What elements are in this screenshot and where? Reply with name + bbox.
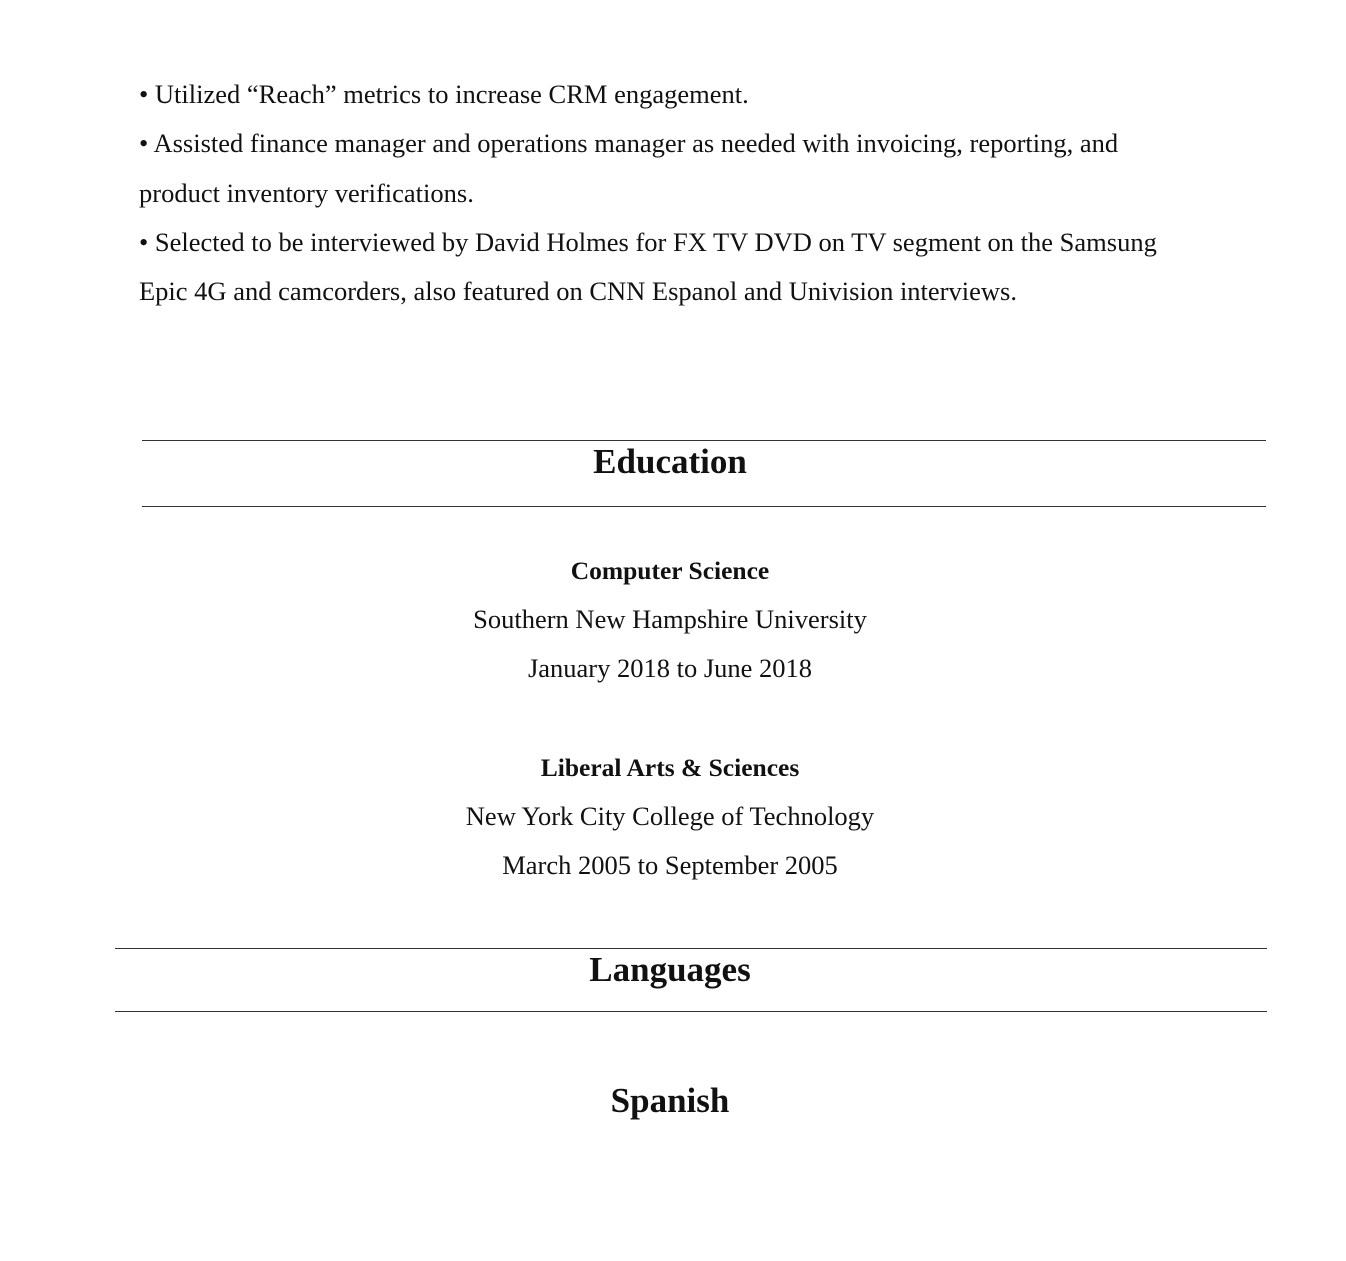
experience-bullet: • Utilized “Reach” metrics to increase CRM engagement. <box>139 79 749 109</box>
degree-title: Liberal Arts & Sciences <box>540 753 800 782</box>
education-entry <box>0 743 1340 890</box>
experience-bullet: • Selected to be interviewed by David Holmes for FX TV DVD on TV segment on the Samsung Epic 4G and camcorders, also featured on CNN Espanol and Univision interviews. <box>139 226 1157 307</box>
education-top-divider <box>142 440 1266 441</box>
degree-title: Computer Science <box>570 556 770 585</box>
education-heading: Education <box>593 442 747 481</box>
language-item: Spanish <box>610 1081 730 1120</box>
attendance-dates: January 2018 to June 2018 <box>527 653 813 683</box>
languages-top-divider <box>115 948 1267 949</box>
attendance-dates: March 2005 to September 2005 <box>502 850 838 880</box>
experience-bullet-list <box>139 70 1199 316</box>
languages-bottom-divider <box>115 1011 1267 1012</box>
languages-heading: Languages <box>589 950 751 989</box>
education-bottom-divider <box>142 506 1266 507</box>
education-entry <box>0 546 1340 693</box>
school-name: New York City College of Technology <box>465 801 875 831</box>
experience-bullet: • Assisted finance manager and operations manager as needed with invoicing, reporting, and product inventory verifications. <box>139 128 1119 208</box>
school-name: Southern New Hampshire University <box>473 604 867 634</box>
